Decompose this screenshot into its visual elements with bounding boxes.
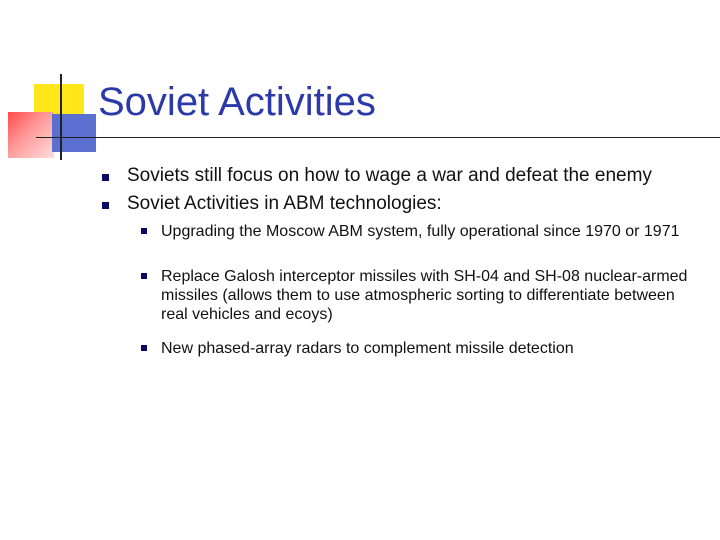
sub-bullet-item: New phased-array radars to complement missile detection bbox=[161, 340, 574, 357]
title-underline bbox=[36, 137, 720, 138]
decor-red-square bbox=[8, 112, 54, 158]
slide-title: Soviet Activities bbox=[98, 80, 376, 124]
sub-bullet-item: Upgrading the Moscow ABM system, fully operational since 1970 or 1971 bbox=[161, 223, 680, 240]
bullet-marker bbox=[102, 202, 109, 209]
decor-blue-square bbox=[52, 114, 96, 152]
bullet-marker bbox=[102, 174, 109, 181]
decor-vertical-line bbox=[60, 74, 62, 160]
sub-bullet-marker bbox=[141, 273, 147, 279]
sub-bullet-marker bbox=[141, 345, 147, 351]
sub-bullet-marker bbox=[141, 228, 147, 234]
bullet-item: Soviet Activities in ABM technologies: bbox=[127, 193, 442, 214]
sub-bullet-item: Replace Galosh interceptor missiles with SH-04 and SH-08 nuclear-armed missiles (allows them to use atmospheric sorting to differentiate between real vehicles and ecoys) bbox=[161, 268, 688, 323]
bullet-item: Soviets still focus on how to wage a war and defeat the enemy bbox=[127, 165, 652, 186]
